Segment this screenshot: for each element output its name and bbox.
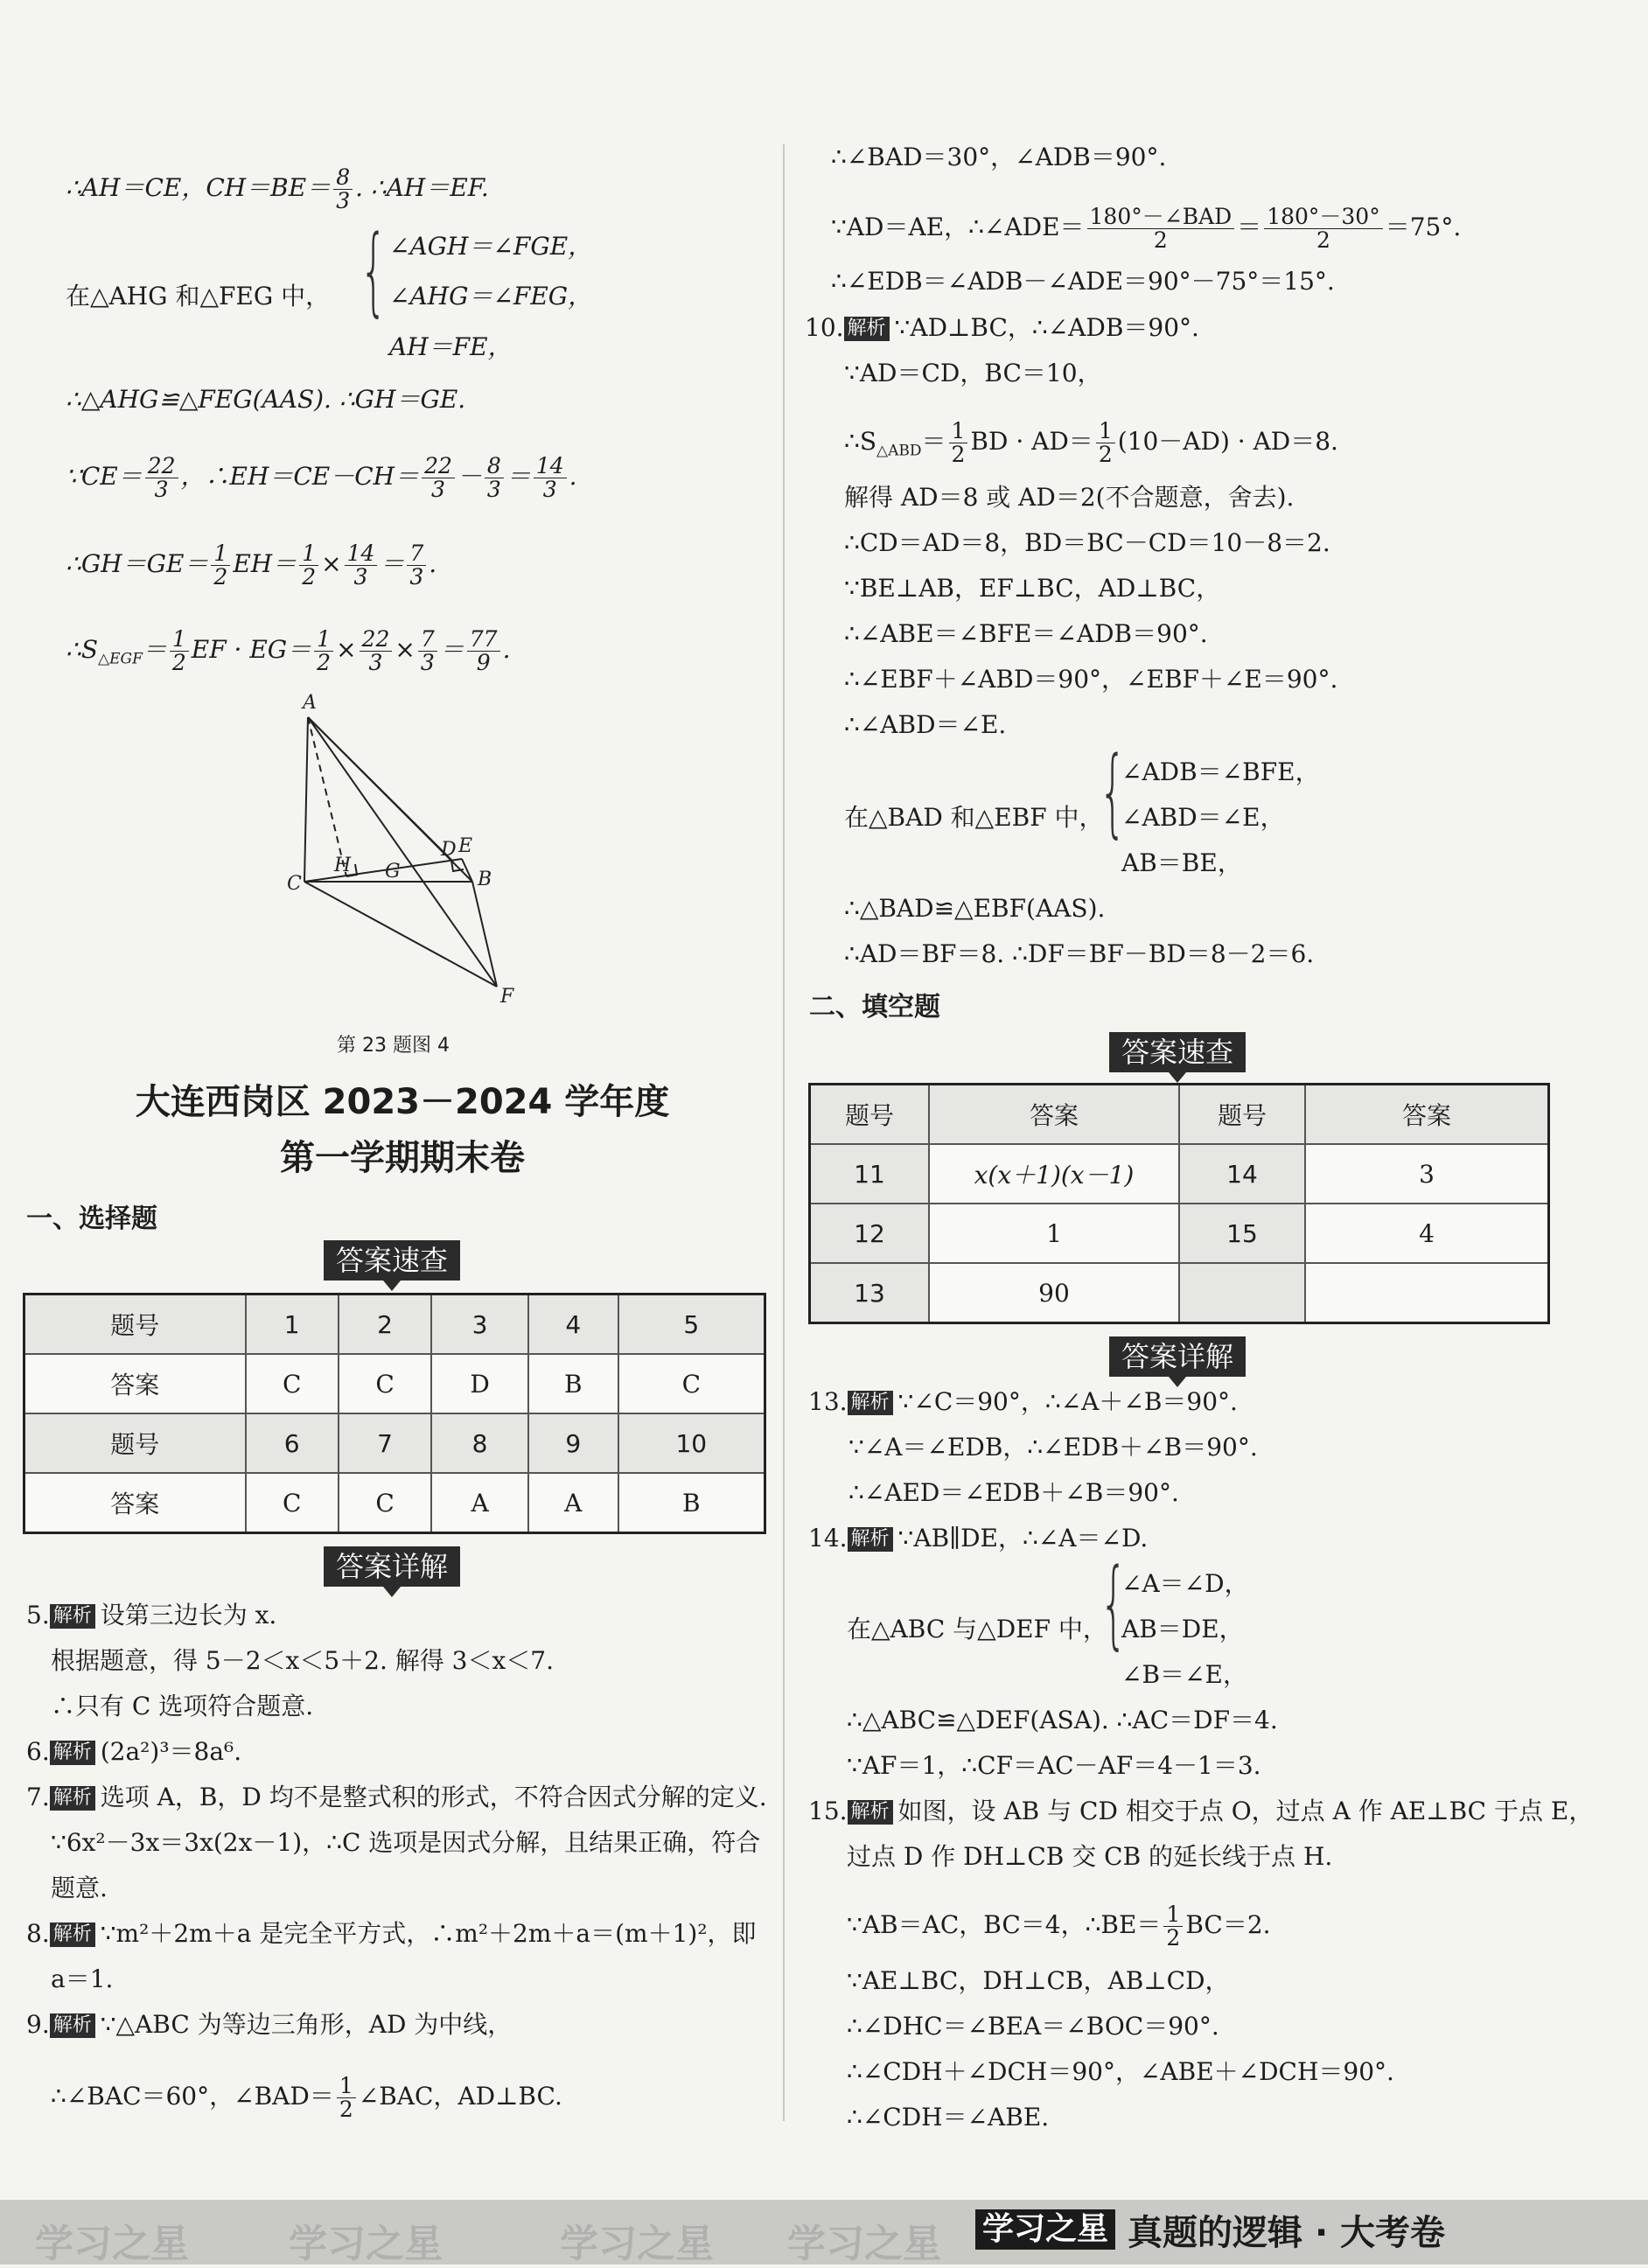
label-F: F <box>500 986 514 1006</box>
q15-line-4: ∵AE⊥BC，DH⊥CB，AB⊥CD， <box>847 1966 1230 1995</box>
label-E: E <box>458 835 473 857</box>
q7-line-3: 题意. <box>51 1874 108 1902</box>
label-H: H <box>334 855 352 876</box>
q10-line-2: ∵AD＝CD，BC＝10， <box>844 359 1102 387</box>
footer-watermark: 学习之星 <box>787 2222 941 2266</box>
segment-BF <box>472 882 497 987</box>
case2-line-2: ∠ABD＝∠E， <box>1121 803 1285 832</box>
q15-line-6: ∴∠CDH＋∠DCH＝90°，∠ABE＋∠DCH＝90°. <box>847 2057 1394 2086</box>
q10-line-11: ∴AD＝BF＝8. ∴DF＝BF－BD＝8－2＝6. <box>844 939 1315 968</box>
analysis-tag: 解析 <box>50 1923 95 1947</box>
analysis-tag: 解析 <box>844 317 890 341</box>
label-D: D <box>441 839 457 861</box>
analysis-tag: 解析 <box>848 1800 893 1825</box>
table-row: 11 x(x＋1)(x－1) 14 3 <box>810 1144 1549 1204</box>
table-row: 题号 1 2 3 4 5 <box>24 1295 765 1355</box>
q5-line-2: 根据题意，得 5－2＜x＜5＋2. 解得 3＜x＜7. <box>51 1646 554 1675</box>
section-choice: 一、选择题 <box>26 1204 157 1234</box>
brace-1: { <box>360 214 388 326</box>
q9-line-2: ∴∠BAC＝60°，∠BAD＝ $\frac{1}{2}$ ∠BAC，AD⊥BC. <box>51 2073 562 2122</box>
analysis-tag: 解析 <box>50 1741 95 1765</box>
segment-AD <box>308 717 453 862</box>
q13-line-3: ∴∠AED＝∠EDB＋∠B＝90°. <box>848 1478 1179 1507</box>
q10-line-1: 10. 解析 ∵AD⊥BC，∴∠ADB＝90°. <box>805 313 1199 342</box>
segment-AC <box>304 717 308 882</box>
q8-line-2: a＝1. <box>51 1964 114 1993</box>
q15-line-1: 15. 解析 如图，设 AB 与 CD 相交于点 O，过点 A 作 AE⊥BC 于点 E， <box>808 1797 1594 1825</box>
analysis-tag: 解析 <box>848 1527 893 1552</box>
brace-3: { <box>1100 1547 1128 1659</box>
q14-line-1: 14. 解析 ∵AB∥DE，∴∠A＝∠D. <box>808 1524 1149 1553</box>
case1-line-2: ∠AHG＝∠FEG， <box>389 282 593 311</box>
case3-line-1: ∠A＝∠D， <box>1121 1569 1249 1598</box>
segment-CE <box>304 859 462 882</box>
banner-detail-1: 答案详解 <box>324 1546 460 1587</box>
q5-line-3: ∴只有 C 选项符合题意. <box>51 1692 314 1720</box>
segment-AH-dashed <box>308 717 346 876</box>
case3-line-3: ∠B＝∠E， <box>1121 1660 1247 1689</box>
q10-line-5: ∴CD＝AD＝8，BD＝BC－CD＝10－8＝2. <box>844 528 1330 557</box>
table-row: 12 1 15 4 <box>810 1204 1549 1263</box>
segment-CF <box>304 882 497 987</box>
q14-line-3: ∵AF＝1，∴CF＝AC－AF＝4－1＝3. <box>847 1751 1261 1780</box>
exam-subtitle: 第一学期期末卷 <box>280 1138 525 1178</box>
label-A: A <box>303 692 317 714</box>
banner-detail-2: 答案详解 <box>1109 1336 1246 1377</box>
left-line-3: ∵CE＝ $\frac{22}{3}$ ，∴EH＝CE－CH＝ $\frac{22}{3}$ － $\frac{8}{3}$ ＝ $\frac{14}{3}$ . <box>66 453 577 502</box>
left-line-5: $\therefore S_{\triangle EGF}=$ $\frac{1}{2}$ EF · EG＝ $\frac{1}{2}$ × $\frac{22}{3}$ × $\frac{7}{3}$ ＝ $\frac{77}{9}$ . <box>66 626 511 675</box>
case1-line-1: ∠AGH＝∠FGE， <box>389 232 593 261</box>
column-divider <box>783 144 785 2121</box>
q13-line-2: ∵∠A＝∠EDB，∴∠EDB＋∠B＝90°. <box>848 1433 1258 1462</box>
right-line-1: ∴∠BAD＝30°，∠ADB＝90°. <box>831 143 1167 171</box>
brace-2: { <box>1099 736 1127 848</box>
q10-line-3: $\therefore S_{\triangle ABD}=$ $\frac{1}{2}$ BD · AD＝ $\frac{1}{2}$ (10－AD) · AD＝8. <box>844 418 1338 467</box>
q15-line-2: 过点 D 作 DH⊥CB 交 CB 的延长线于点 H. <box>847 1842 1333 1871</box>
case-intro-3: 在△ABC 与△DEF 中， <box>847 1615 1107 1643</box>
fraction: $\frac{8}{3}$ <box>333 166 353 213</box>
table-row: 答案 C C D B C <box>24 1354 765 1413</box>
q7-line-1: 7. 解析 选项 A，B，D 均不是整式积的形式，不符合因式分解的定义. <box>26 1783 767 1811</box>
table-row: 题号 6 7 8 9 10 <box>24 1413 765 1473</box>
q10-line-6: ∵BE⊥AB，EF⊥BC，AD⊥BC， <box>844 574 1221 603</box>
analysis-tag: 解析 <box>50 1604 95 1629</box>
answer-table-fill <box>808 1083 1550 1324</box>
case3-line-2: AB＝DE， <box>1121 1615 1244 1643</box>
left-line-1: ∴AH＝CE，CH＝BE＝ $\frac{8}{3}$ . ∴AH＝EF. <box>66 164 489 213</box>
q15-line-3: ∵AB＝AC，BC＝4，∴BE＝ $\frac{1}{2}$ BC＝2. <box>847 1902 1271 1950</box>
q6-line-1: 6. 解析 (2a²)³＝8a⁶. <box>26 1737 242 1766</box>
logo-box: 学习之星 <box>975 2209 1115 2250</box>
analysis-tag: 解析 <box>50 2013 95 2038</box>
table-row: 13 90 <box>810 1263 1549 1323</box>
case-intro-1: 在△AHG 和△FEG 中， <box>66 282 331 311</box>
banner-quick-check-1: 答案速查 <box>324 1240 460 1281</box>
footer-watermark: 学习之星 <box>289 2222 443 2266</box>
footer-watermark: 学习之星 <box>35 2222 189 2266</box>
right-line-2: ∵AD＝AE，∴∠ADE＝ $\frac{\text{180°－∠BAD}}{2}$ ＝ $\frac{180^\circ-30^\circ}{2}$ ＝75°. <box>831 204 1462 253</box>
q5-line-1: 5. 解析 设第三边长为 x. <box>26 1601 277 1629</box>
q10-line-10: ∴△BAD≌△EBF(AAS). <box>844 894 1106 923</box>
q10-line-4: 解得 AD＝8 或 AD＝2(不合题意，舍去). <box>844 483 1295 512</box>
section-fill: 二、填空题 <box>809 992 940 1022</box>
exam-title: 大连西岗区 2023－2024 学年度 <box>135 1082 670 1122</box>
geometry-figure <box>262 691 542 1006</box>
label-C: C <box>287 873 302 895</box>
label-B: B <box>478 869 492 890</box>
q10-line-9: ∴∠ABD＝∠E. <box>844 710 1007 739</box>
brand-logo <box>975 2209 1446 2253</box>
q13-line-1: 13. 解析 ∵∠C＝90°，∴∠A＋∠B＝90°. <box>808 1387 1238 1416</box>
case-intro-2: 在△BAD 和△EBF 中， <box>844 803 1104 832</box>
footer-watermark: 学习之星 <box>560 2222 714 2266</box>
banner-quick-check-2: 答案速查 <box>1109 1032 1246 1072</box>
figure-caption: 第 23 题图 4 <box>337 1035 450 1057</box>
q9-line-1: 9. 解析 ∵△ABC 为等边三角形，AD 为中线， <box>26 2010 513 2039</box>
label-G: G <box>385 861 401 883</box>
case2-line-3: AB＝BE， <box>1121 848 1242 877</box>
case2-line-1: ∠ADB＝∠BFE， <box>1121 757 1320 786</box>
case1-line-3: AH＝FE， <box>389 332 513 361</box>
q15-line-5: ∴∠DHC＝∠BEA＝∠BOC＝90°. <box>847 2012 1219 2041</box>
q10-line-8: ∴∠EBF＋∠ABD＝90°，∠EBF＋∠E＝90°. <box>844 665 1338 694</box>
analysis-tag: 解析 <box>848 1391 893 1415</box>
table-row: 题号 答案 题号 答案 <box>810 1085 1549 1145</box>
analysis-tag: 解析 <box>50 1786 95 1811</box>
q10-line-7: ∴∠ABE＝∠BFE＝∠ADB＝90°. <box>844 619 1208 648</box>
q8-line-1: 8. 解析 ∵m²＋2m＋a 是完全平方式，∴m²＋2m＋a＝(m＋1)²，即 <box>26 1919 757 1948</box>
right-line-3: ∴∠EDB＝∠ADB－∠ADE＝90°－75°＝15°. <box>831 267 1335 296</box>
left-line-4: ∴GH＝GE＝ $\frac{1}{2}$ EH＝ $\frac{1}{2}$ × $\frac{14}{3}$ ＝ $\frac{7}{3}$ . <box>66 541 437 590</box>
q7-line-2: ∵6x²－3x＝3x(2x－1)，∴C 选项是因式分解，且结果正确，符合 <box>51 1828 761 1857</box>
slogan: 真题的逻辑 · 大考卷 <box>1128 2212 1446 2253</box>
answer-table-choice <box>23 1293 766 1534</box>
q14-line-2: ∴△ABC≌△DEF(ASA). ∴AC＝DF＝4. <box>847 1706 1278 1734</box>
left-line-2: ∴△AHG≌△FEG(AAS). ∴GH＝GE. <box>66 385 466 414</box>
table-row: 答案 C C A A B <box>24 1473 765 1533</box>
q15-line-7: ∴∠CDH＝∠ABE. <box>847 2103 1050 2132</box>
